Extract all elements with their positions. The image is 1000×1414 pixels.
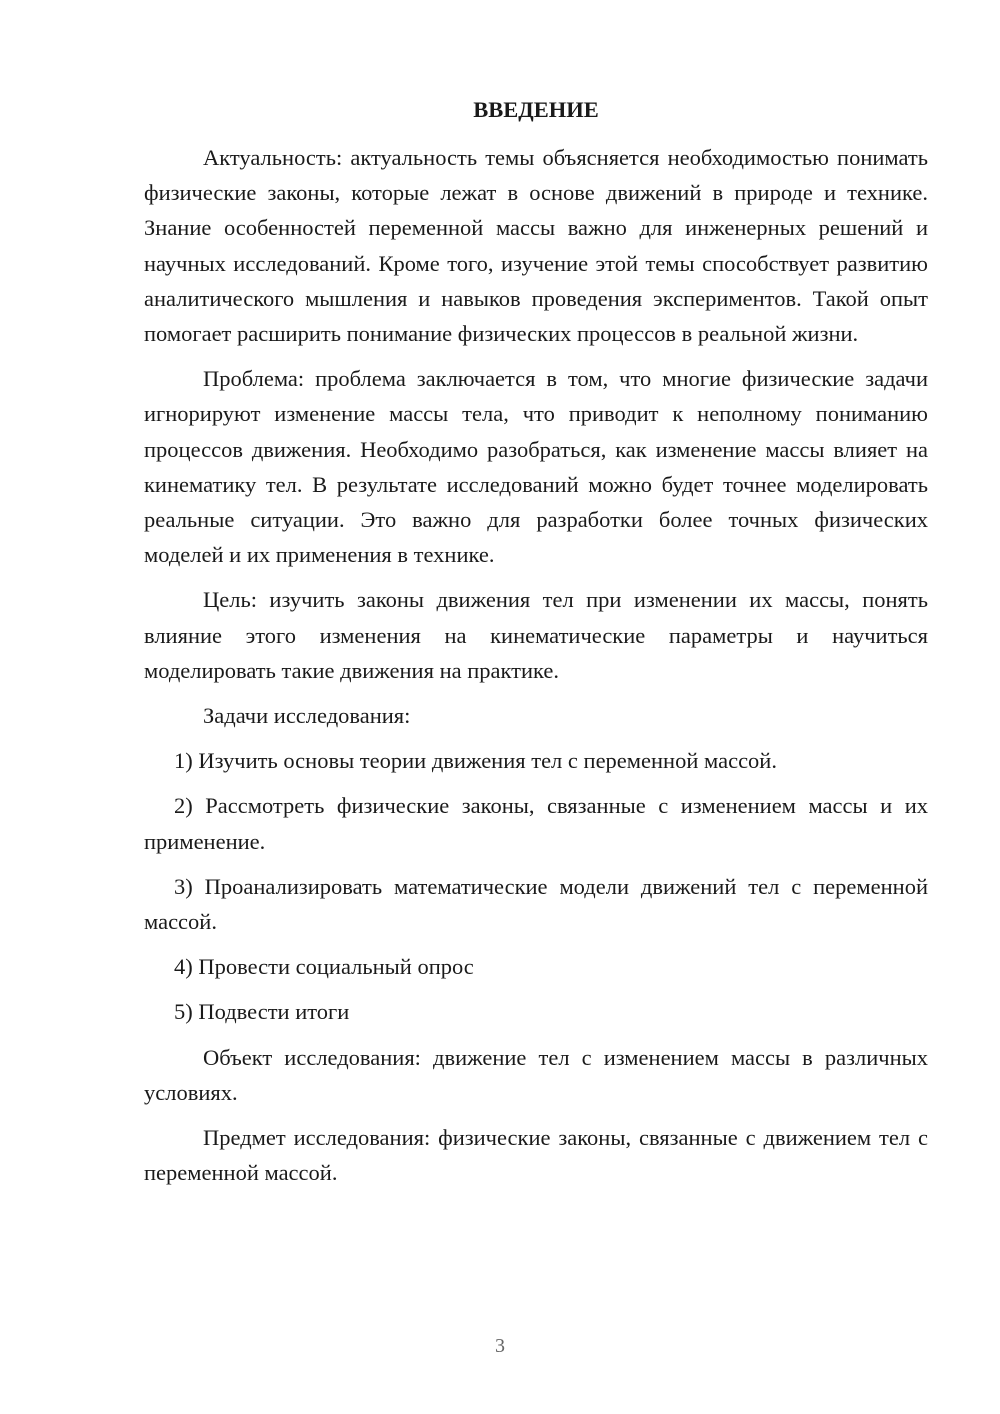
page-number: 3 [495,1335,505,1357]
tasks-heading: Задачи исследования: [203,703,411,729]
section-title: ВВЕДЕНИЕ [473,97,599,122]
paragraph-subject: Предмет исследования: физические законы, связанные с движением тел с переменной массой. [144,1125,928,1186]
task-item-3: 3) Проанализировать математические модели движений тел с переменной массой. [144,873,928,935]
paragraph-problem: Проблема: проблема заключается в том, что многие физические задачи игнорируют изменение массы тела, что приводит к неполному пониманию процессов движения. Необходимо разобраться, как изменение массы влияет на кинематику тел. В результате исследований можно будет точнее моделировать реальные ситуации. Это важно для разработки более точных физических моделей и их применения в технике. [144,366,928,568]
task-item-2: 2) Рассмотреть физические законы, связанные с изменением массы и их применение. [144,793,928,854]
paragraph-relevance: Актуальность: актуальность темы объясняется необходимостью понимать физические законы, которые лежат в основе движений в природе и технике. Знание особенностей переменной массы важно для инженерных решений и научных исследований. Кроме того, изучение этой темы способствует развитию аналитического мышления и навыков проведения экспериментов. Такой опыт помогает расширить понимание физических процессов в реальной жизни. [144,145,928,347]
task-item-1: 1) Изучить основы теории движения тел с переменной массой. [174,748,777,774]
paragraph-object: Объект исследования: движение тел с изменением массы в различных условиях. [144,1044,928,1105]
task-item-5: 5) Подвести итоги [174,999,350,1025]
document-page [144,92,928,1200]
task-item-4: 4) Провести социальный опрос [174,954,474,980]
paragraph-goal: Цель: изучить законы движения тел при изменении их массы, понять влияние этого изменения на кинематические параметры и научиться моделировать такие движения на практике. [144,587,928,683]
